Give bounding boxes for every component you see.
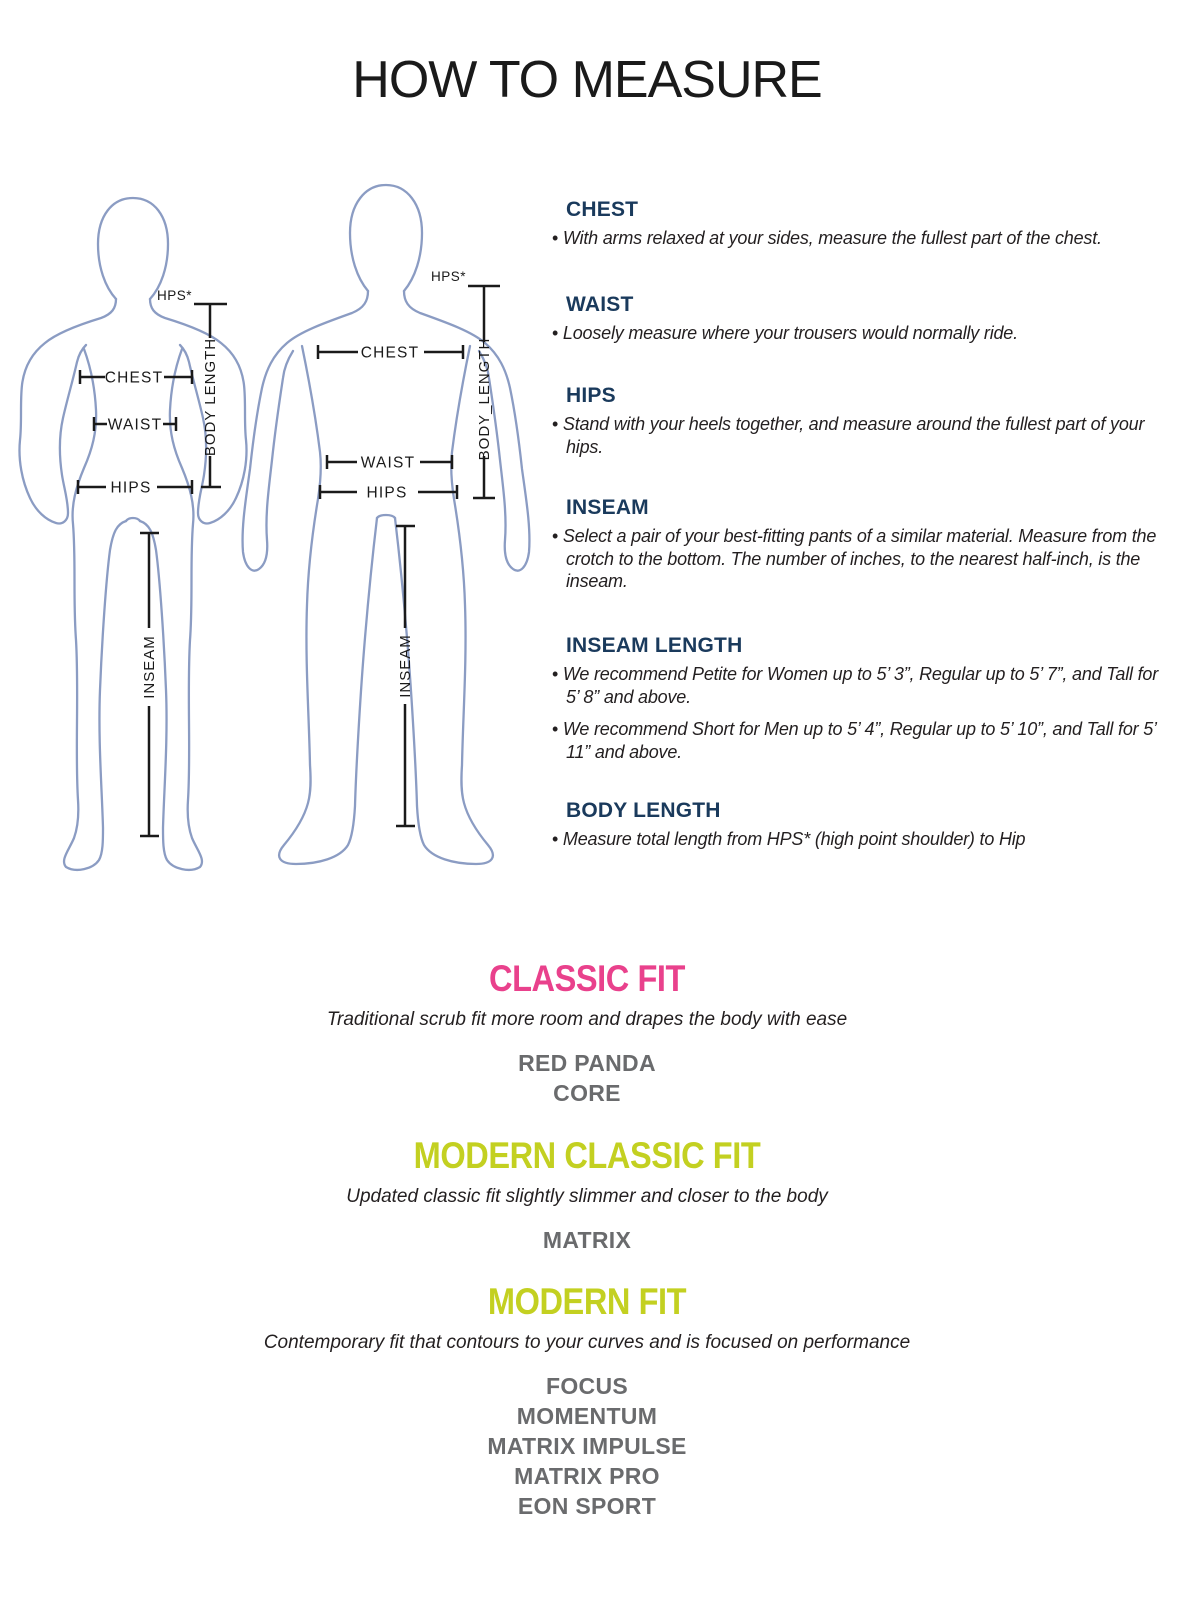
female-bodylength-label: BODY LENGTH <box>202 337 219 457</box>
measure-section-bullet: • We recommend Petite for Women up to 5’ 3”, Regular up to 5’ 7”, and Tall for 5’ 8” and above. <box>552 663 1174 708</box>
male-head-outline <box>350 185 422 291</box>
measure-section-heading: BODY LENGTH <box>566 799 721 822</box>
male-hips-label: HIPS <box>366 484 408 502</box>
female-waist-label: WAIST <box>107 416 163 434</box>
female-inseam-label: INSEAM <box>141 635 158 699</box>
measure-section-bullet: • We recommend Short for Men up to 5’ 4”, Regular up to 5’ 10”, and Tall for 5’ 11” and above. <box>552 718 1174 763</box>
measure-section-bullet: • Measure total length from HPS* (high point shoulder) to Hip <box>552 828 1174 851</box>
measure-section-heading: WAIST <box>566 293 634 316</box>
male-measurements <box>318 269 500 826</box>
male-crotch-outline <box>377 515 395 518</box>
measure-section-bullet: • Select a pair of your best-fitting pants of a similar material. Measure from the crotch to the bottom. The number of inches, to the nearest half-inch, is the inseam. <box>552 525 1174 593</box>
measure-section-waist <box>552 293 1174 355</box>
female-crotch-outline <box>126 518 140 521</box>
measure-section-chest <box>552 198 1174 260</box>
fit-section-description: Traditional scrub fit more room and drapes the body with ease <box>326 1009 848 1030</box>
measure-section-heading: INSEAM LENGTH <box>566 634 743 657</box>
fit-section-heading: CLASSIC FIT <box>489 958 685 999</box>
measure-section-bullet: • Loosely measure where your trousers would normally ride. <box>552 322 1174 345</box>
product-line: CORE <box>553 1080 621 1106</box>
measure-section-heading: CHEST <box>566 198 639 221</box>
male-right-arm-outline <box>404 291 529 571</box>
male-inseam-label: INSEAM <box>397 634 414 698</box>
measure-section-hips <box>552 384 1174 468</box>
male-hps-label: HPS* <box>430 269 466 284</box>
measure-section-body-length <box>552 799 1174 861</box>
male-bodylength-label: BODY_LENGTH <box>476 337 493 461</box>
female-hips-label: HIPS <box>110 479 152 497</box>
female-head-outline <box>98 198 168 299</box>
male-chest-label: CHEST <box>360 344 420 362</box>
fit-section-classic <box>0 958 1174 1108</box>
measure-section-heading: HIPS <box>566 384 616 407</box>
male-left-arm-outline <box>243 291 368 571</box>
male-left-torso-leg-outline <box>279 346 377 864</box>
product-line: RED PANDA <box>518 1050 656 1076</box>
measure-section-inseam-length <box>552 634 1174 773</box>
fit-section-modern <box>0 1281 1174 1521</box>
product-line: MOMENTUM <box>516 1403 658 1429</box>
measure-section-inseam <box>552 496 1174 603</box>
fit-section-description: Contemporary fit that contours to your curves and is focused on performance <box>263 1332 911 1353</box>
fit-section-modern-classic <box>0 1135 1174 1255</box>
product-line: MATRIX <box>542 1227 632 1253</box>
page-title: HOW TO MEASURE <box>352 51 822 109</box>
fit-section-products <box>0 1371 1174 1521</box>
fit-section-heading: MODERN CLASSIC FIT <box>413 1135 761 1176</box>
female-figure <box>19 198 246 870</box>
female-left-arm-outline <box>19 299 116 523</box>
fit-section-description: Updated classic fit slightly slimmer and closer to the body <box>346 1186 828 1207</box>
measure-section-bullet: • With arms relaxed at your sides, measure the fullest part of the chest. <box>552 227 1174 250</box>
measure-section-heading: INSEAM <box>566 496 649 519</box>
product-line: MATRIX IMPULSE <box>487 1433 687 1459</box>
fit-section-heading: MODERN FIT <box>487 1281 687 1322</box>
female-chest-label: CHEST <box>104 369 164 387</box>
female-hps-label: HPS* <box>156 288 192 303</box>
female-right-arm-outline <box>150 299 247 523</box>
product-line: MATRIX PRO <box>514 1463 660 1489</box>
measure-section-bullet: • Stand with your heels together, and measure around the fullest part of your hips. <box>552 413 1174 458</box>
product-line: EON SPORT <box>517 1493 657 1519</box>
fit-section-products <box>0 1225 1174 1255</box>
product-line: FOCUS <box>546 1373 628 1399</box>
male-waist-label: WAIST <box>360 454 416 472</box>
fit-section-products <box>0 1048 1174 1108</box>
